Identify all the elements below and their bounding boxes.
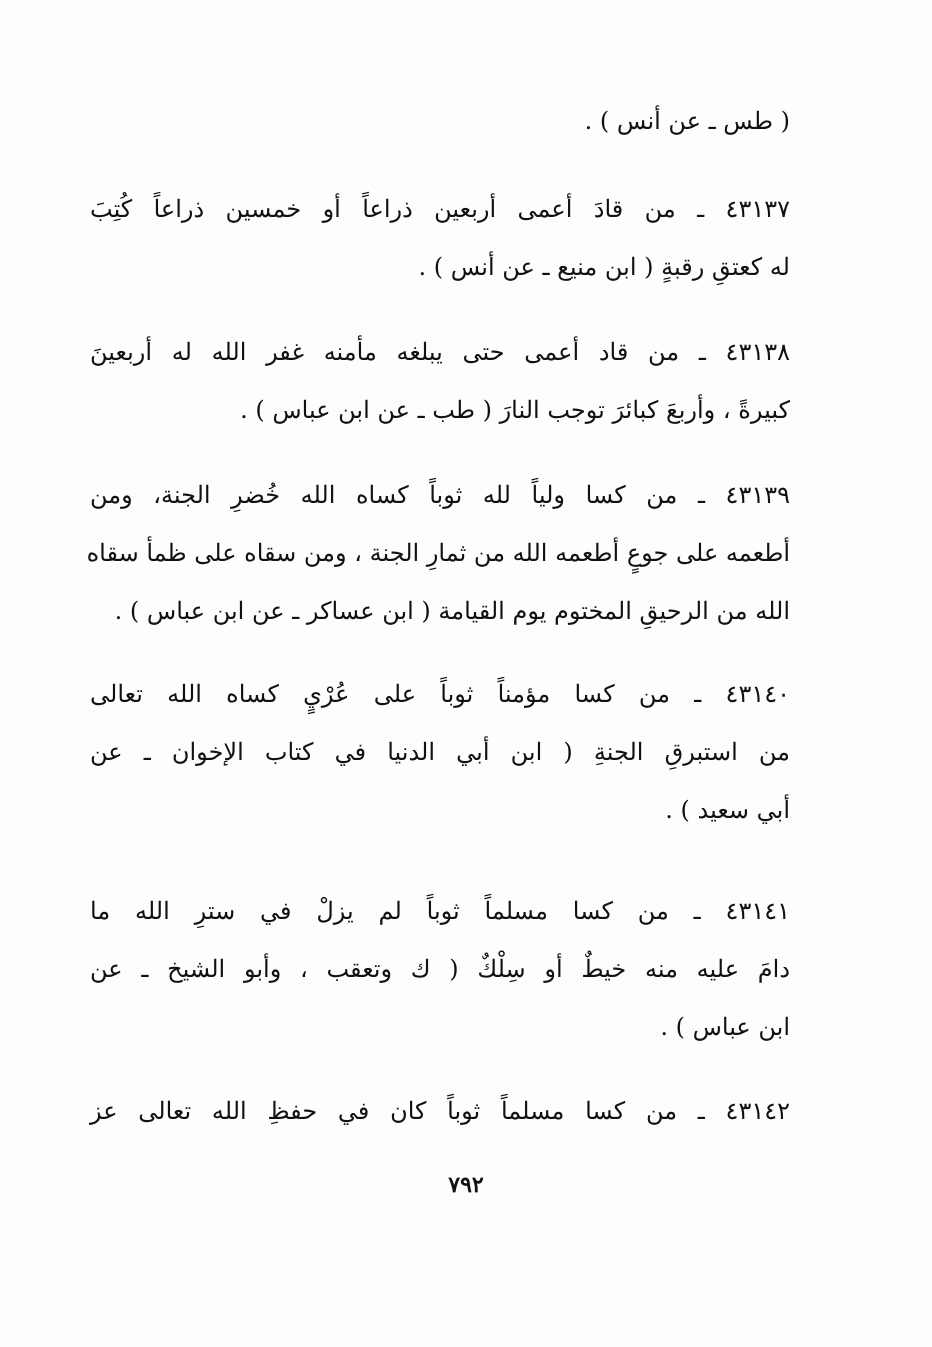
- hadith-entry-43138: [90, 323, 790, 439]
- entry-citation-tail: [90, 92, 790, 150]
- text-line: ٤٣١٤٢ ـ من كسا مسلماً ثوباً كان في حفظِ الله تعالى عز: [90, 1097, 790, 1125]
- hadith-entry-43142: [90, 1082, 790, 1140]
- text-line: ابن عباس ) .: [660, 1013, 790, 1041]
- text-line: ٤٣١٣٧ ـ من قادَ أعمى أربعين ذراعاً أو خمسين ذراعاً كُتِبَ: [90, 195, 790, 223]
- text-line: الله من الرحيقِ المختوم يوم القيامة ( ابن عساكر ـ عن ابن عباس ) .: [114, 597, 790, 625]
- text-line: من استبرقِ الجنةِ ( ابن أبي الدنيا في كتاب الإخوان ـ عن: [90, 738, 790, 766]
- text-line: أطعمه على جوعٍ أطعمه الله من ثمارِ الجنة ، ومن سقاه على ظمأ سقاه: [86, 539, 790, 567]
- hadith-entry-43141: [90, 882, 790, 1056]
- text-line: دامَ عليه منه خيطٌ أو سِلْكٌ ( ك وتعقب ، وأبو الشيخ ـ عن: [90, 955, 790, 983]
- hadith-entry-43140: [90, 665, 790, 839]
- text-line: ٤٣١٤٠ ـ من كسا مؤمناً ثوباً على عُرْيٍ كساه الله تعالى: [90, 680, 790, 708]
- page-number: ٧٩٢: [448, 1172, 484, 1198]
- text-line: ٤٣١٤١ ـ من كسا مسلماً ثوباً لم يزلْ في سترِ الله ما: [90, 897, 790, 925]
- hadith-entry-43139: [86, 466, 790, 640]
- text-line: ( طس ـ عن أنس ) .: [584, 107, 790, 135]
- text-line: ٤٣١٣٨ ـ من قاد أعمى حتى يبلغه مأمنه غفر الله له أربعينَ: [90, 338, 790, 366]
- text-line: ٤٣١٣٩ ـ من كسا ولياً لله ثوباً كساه الله خُضرِ الجنة، ومن: [90, 481, 790, 509]
- text-line: له كعتقِ رقبةٍ ( ابن منيع ـ عن أنس ) .: [418, 253, 790, 281]
- hadith-entry-43137: [90, 180, 790, 296]
- text-line: أبي سعيد ) .: [665, 796, 790, 824]
- text-line: كبيرةً ، وأربعَ كبائرَ توجب النارَ ( طب ـ عن ابن عباس ) .: [240, 396, 790, 424]
